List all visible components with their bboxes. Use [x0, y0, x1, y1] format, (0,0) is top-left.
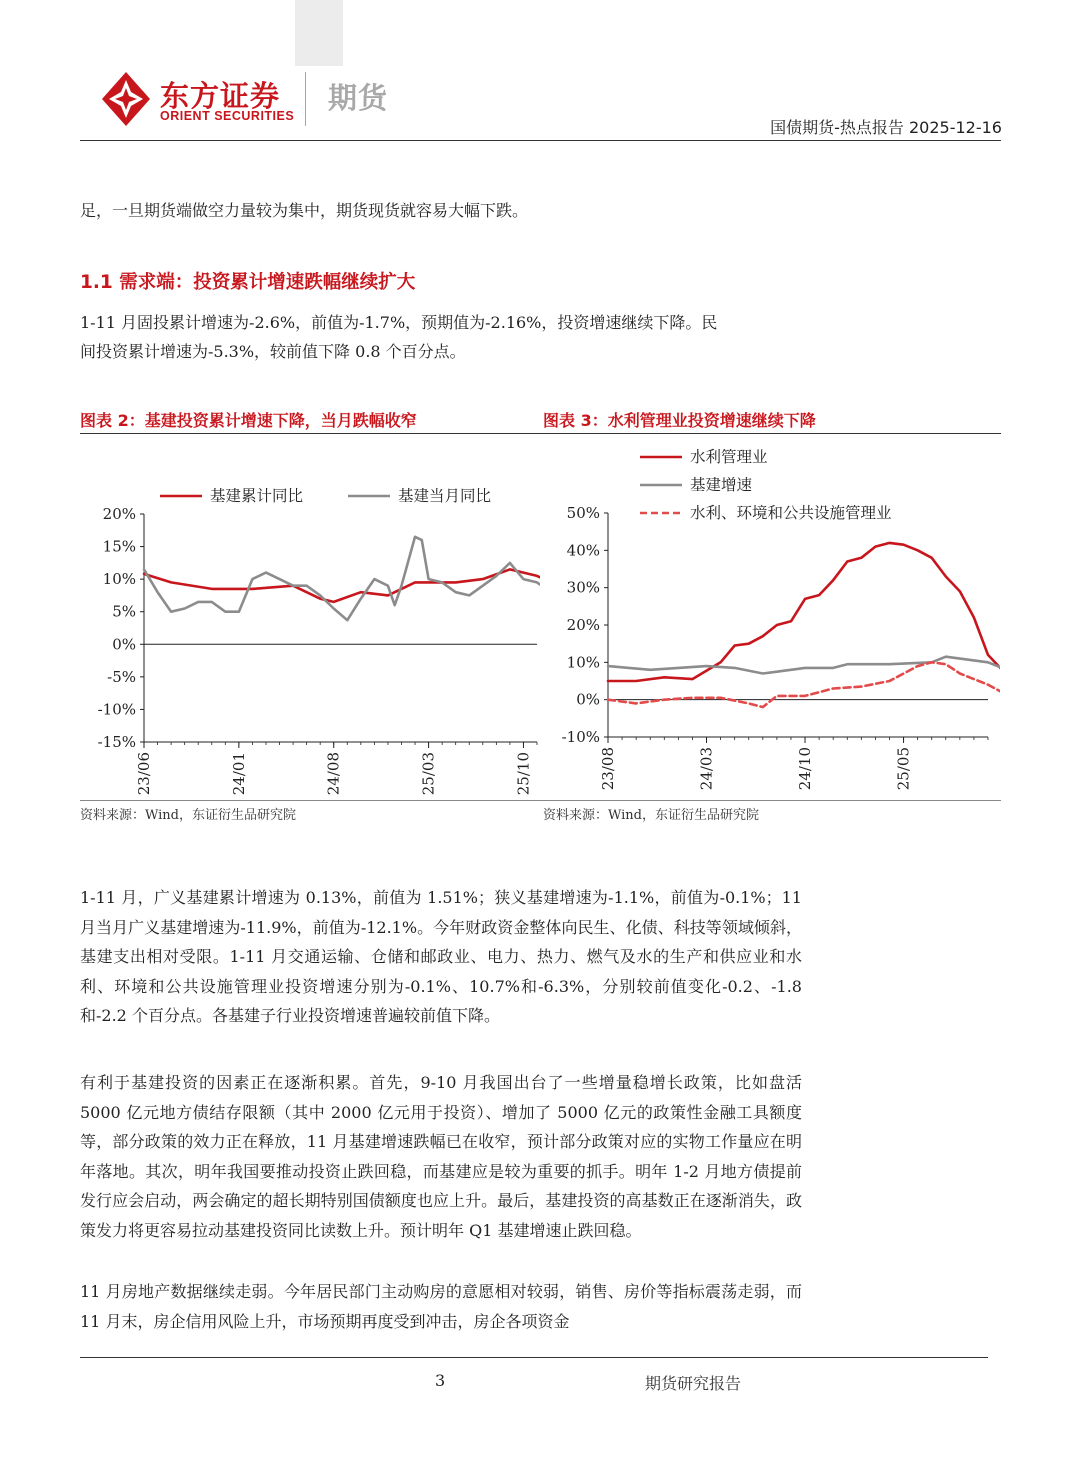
- paragraph-intro: 足，一旦期货端做空力量较为集中，期货现货就容易大幅下跌。: [80, 201, 529, 220]
- y-tick-label: 20%: [566, 616, 600, 634]
- division-label: 期货: [328, 81, 389, 115]
- series-line-1: [608, 543, 1000, 711]
- figure-3-title: 图表 3：水利管理业投资增速继续下降: [543, 411, 816, 430]
- y-tick-label: 0%: [576, 690, 600, 709]
- footer-divider: [80, 1357, 988, 1358]
- legend-label-1: 水利管理业: [690, 448, 768, 466]
- x-tick-label: 25/10: [514, 752, 533, 796]
- y-tick-label: 10%: [102, 570, 136, 589]
- paragraph-investment-line2: 间投资累计增速为-5.3%，较前值下降 0.8 个百分点。: [80, 342, 466, 361]
- y-tick-label: 15%: [102, 537, 136, 556]
- x-tick-label: 23/06: [135, 752, 153, 796]
- y-tick-label: 30%: [566, 578, 600, 597]
- y-tick-label: 0%: [112, 635, 136, 654]
- brand-name-cn: 东方证券: [160, 79, 281, 113]
- figure-2-source: 资料来源：Wind，东证衍生品研究院: [80, 808, 296, 823]
- y-tick-label: 50%: [566, 504, 600, 522]
- page-number: 3: [435, 1371, 446, 1390]
- paragraph-investment-line1: 1-11 月固投累计增速为-2.6%，前值为-1.7%，预期值为-2.16%，投资增速继续下降。民: [80, 313, 718, 332]
- y-tick-label: -15%: [97, 733, 136, 751]
- figure-3-source: 资料来源：Wind，东证衍生品研究院: [543, 808, 759, 823]
- legend-label-1: 基建累计同比: [210, 487, 304, 505]
- y-tick-label: -10%: [561, 728, 600, 746]
- x-tick-label: 25/05: [894, 747, 913, 791]
- figure-2-title: 图表 2：基建投资累计增速下降，当月跌幅收窄: [80, 411, 417, 430]
- figure-top-rule: [80, 433, 1001, 434]
- y-tick-label: 40%: [566, 541, 600, 560]
- header-divider: [80, 140, 1001, 141]
- x-tick-label: 24/08: [324, 752, 343, 796]
- report-title: 国债期货-热点报告 2025-12-16: [770, 118, 1002, 137]
- paragraph-real-estate: 11 月房地产数据继续走弱。今年居民部门主动购房的意愿相对较弱，销售、房价等指标震荡走弱，而 11 月末，房企信用风险上升，市场预期再度受到冲击，房企各项资金: [80, 1282, 802, 1331]
- chart-water-conservancy-growth: [540, 436, 1000, 800]
- chart-infrastructure-growth: [80, 436, 540, 800]
- paragraph-favorable-factors: 有利于基建投资的因素正在逐渐积累。首先，9-10 月我国出台了一些增量稳增长政策，比如盘活 5000 亿元地方债结存限额（其中 2000 亿元用于投资）、增加了 5000 亿元的政策性金融工具额度等，部分政策的效力正在释放，11 月基建增速跌幅已在收窄，预计部分政策对应的实物工作量应在明年落地。其次，明年我国要推动投资止跌回稳，而基建应是较为重要的抓手。明年 1-2 月地方债提前发行应会启动，两会确定的超长期特别国债额度也应上升。最后，基建投资的高基数正在逐渐消失，政策发力将更容易拉动基建投资同比读数上升。预计明年 Q1 基建增速止跌回稳。: [80, 1073, 802, 1240]
- footer-label: 期货研究报告: [645, 1374, 742, 1393]
- series-line-3: [608, 662, 1000, 723]
- x-tick-label: 25/03: [419, 752, 438, 796]
- logo-divider: [305, 72, 306, 126]
- legend-label-2: 基建增速: [690, 476, 753, 494]
- y-tick-label: 5%: [112, 602, 136, 621]
- section-title: 1.1 需求端：投资累计增速跌幅继续扩大: [80, 272, 416, 293]
- figure-bottom-rule: [80, 800, 1001, 801]
- x-tick-label: 24/01: [229, 752, 248, 796]
- header-decoration: [295, 0, 343, 66]
- x-tick-label: 24/03: [697, 747, 716, 791]
- y-tick-label: 20%: [102, 505, 136, 523]
- y-tick-label: 10%: [566, 653, 600, 672]
- series-line-2: [144, 537, 540, 723]
- y-tick-label: -5%: [107, 667, 136, 686]
- series-line-1: [144, 569, 540, 644]
- x-tick-label: 24/10: [796, 747, 815, 791]
- legend-label-3: 水利、环境和公共设施管理业: [690, 504, 892, 522]
- orient-logo-icon: [98, 70, 154, 128]
- paragraph-infrastructure: 1-11 月，广义基建累计增速为 0.13%，前值为 1.51%；狭义基建增速为-1.1%，前值为-0.1%；11 月当月广义基建增速为-11.9%，前值为-12.1%。今年财政资金整体向民生、化债、科技等领域倾斜，基建支出相对受限。1-11 月交通运输、仓储和邮政业、电力、热力、燃气及水的生产和供应业和水利、环境和公共设施管理业投资增速分别为-0.1%、10.7%和-6.3%，分别较前值变化-0.2、-1.8 和-2.2 个百分点。各基建子行业投资增速普遍较前值下降。: [80, 888, 802, 1025]
- brand-name-en: ORIENT SECURITIES: [160, 109, 295, 123]
- y-tick-label: -10%: [97, 700, 136, 719]
- x-tick-label: 23/08: [599, 747, 617, 791]
- legend-label-2: 基建当月同比: [398, 487, 492, 505]
